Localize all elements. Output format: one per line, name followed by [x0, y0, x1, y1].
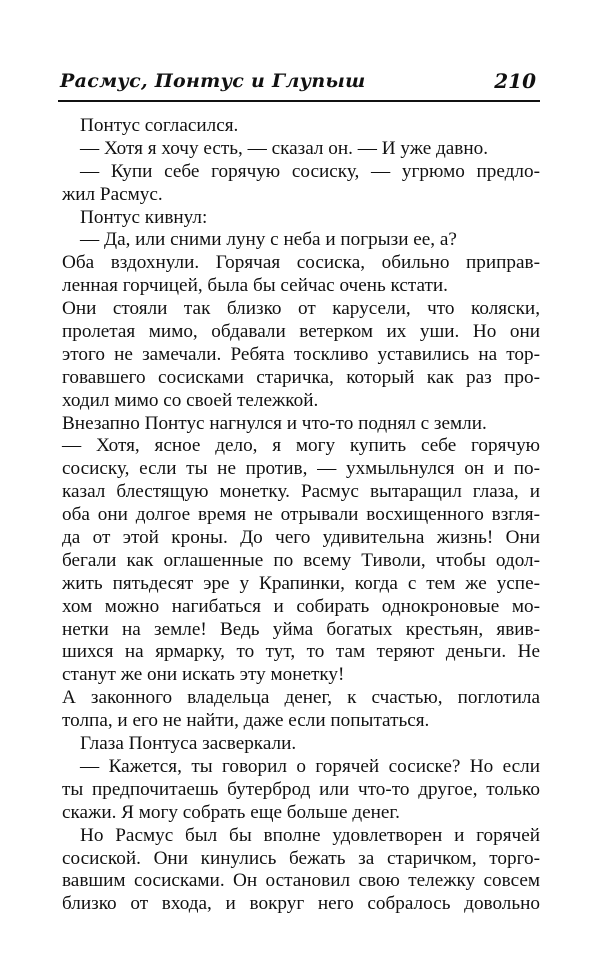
text-line: нетки на земле! Ведь уйма богатых крестьян, явив-: [62, 618, 540, 640]
text-line: хом можно нагибаться и собирать однокроновые мо-: [62, 595, 540, 617]
text-line: Оба вздохнули. Горячая сосиска, обильно приправ-: [62, 252, 540, 274]
text-line: оба они долгое время не отрывали восхищенного взгля-: [62, 504, 540, 526]
text-line: ленная горчицей, была бы сейчас очень кстати.: [62, 275, 448, 297]
text-line: вавшим сосисками. Он остановил свою тележку совсем: [62, 870, 540, 892]
text-line: Глаза Понтуса засверкали.: [80, 733, 297, 755]
running-title: Расмус, Понтус и Глупыш: [60, 70, 366, 92]
text-line: — Да, или сними луну с неба и погрызи ее, а?: [80, 229, 457, 251]
text-line: казал блестящую монетку. Расмус вытаращил глаза, и: [62, 481, 540, 503]
text-line: Понтус согласился.: [80, 115, 239, 136]
text-line: шихся на ярмарку, то тут, то там теряют деньги. Не: [62, 641, 540, 663]
header-rule: [58, 100, 540, 102]
text-line: сосиску, если ты не против, — ухмыльнулся он и по-: [62, 458, 540, 480]
text-line: станут же они искать эту монетку!: [62, 664, 345, 686]
page-header: [58, 70, 540, 98]
page-number: 210: [494, 69, 536, 93]
text-line: да от этой кроны. До чего удивительна жизнь! Они: [62, 527, 540, 549]
text-line: — Хотя я хочу есть, — сказал он. — И уже давно.: [80, 137, 489, 159]
text-line: сосиской. Они кинулись бежать за старичком, торго-: [62, 847, 540, 869]
text-line: Внезапно Понтус нагнулся и что-то поднял с земли.: [62, 412, 487, 434]
body-text: [62, 115, 540, 916]
text-line: толпа, и его не найти, даже если попытаться.: [62, 710, 430, 732]
text-line: — Хотя, ясное дело, я могу купить себе горячую: [62, 435, 540, 457]
text-line: Понтус кивнул:: [80, 206, 208, 228]
text-line: ходил мимо со своей тележкой.: [62, 389, 319, 411]
text-line: ты предпочитаешь бутерброд или что-то другое, только: [62, 778, 540, 800]
text-line: пролетая мимо, обдавали ветерком их уши. Но они: [62, 321, 540, 343]
text-line: Они стояли так близко от карусели, что коляски,: [62, 298, 540, 320]
text-line: этого не замечали. Ребята тоскливо уставились на тор-: [62, 343, 540, 365]
text-line: говавшего сосисками старичка, который как раз про-: [62, 366, 540, 388]
text-line: близко от входа, и вокруг него собралось довольно: [62, 893, 540, 915]
text-line: Но Расмус был бы вполне удовлетворен и горячей: [80, 824, 540, 846]
text-line: — Кажется, ты говорил о горячей сосиске? Но если: [80, 755, 540, 777]
text-line: А законного владельца денег, к счастью, поглотила: [62, 687, 540, 709]
text-line: — Купи себе горячую сосиску, — угрюмо предло-: [80, 160, 540, 182]
text-line: бегали как оглашенные по всему Тиволи, чтобы одол-: [62, 549, 540, 571]
text-line: жить пятьдесят эре у Крапинки, когда с тем же успе-: [62, 572, 540, 594]
text-line: скажи. Я могу собрать еще больше денег.: [62, 801, 400, 823]
text-line: жил Расмус.: [62, 183, 163, 205]
